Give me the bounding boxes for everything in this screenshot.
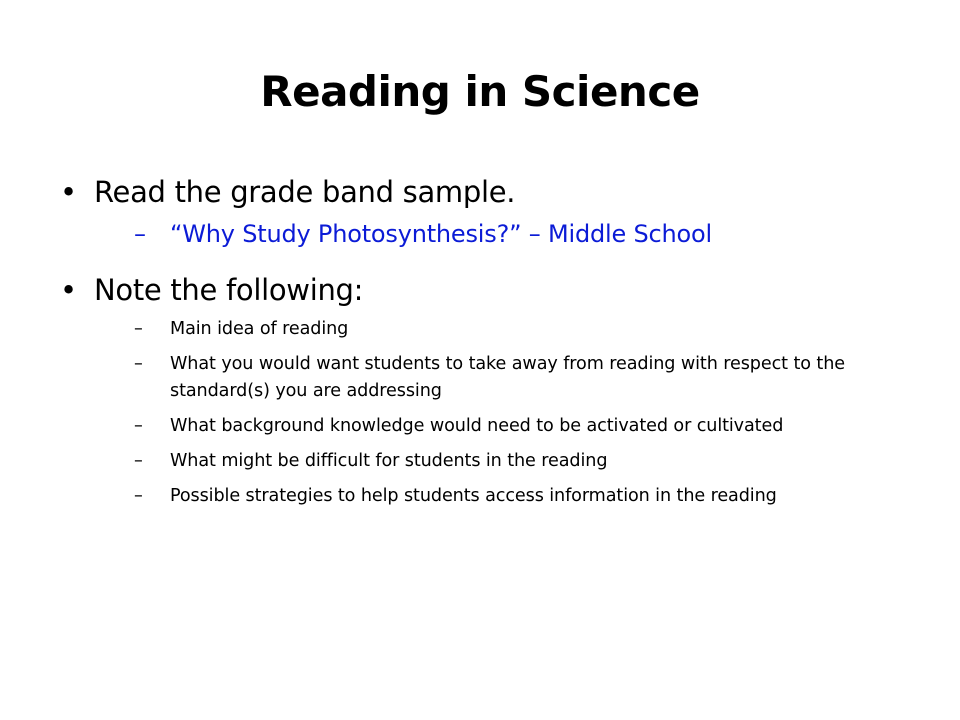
- sub-list: [134, 218, 920, 250]
- dash-icon: –: [134, 220, 146, 248]
- subitem-background-knowledge: [134, 413, 930, 440]
- subitem-text: What might be difficult for students in the reading: [170, 451, 608, 471]
- bullet-text: Note the following:: [94, 273, 364, 307]
- bullet-text: Read the grade band sample.: [94, 175, 516, 209]
- dash-icon: –: [134, 486, 143, 506]
- slide-title: Reading in Science: [260, 67, 700, 116]
- dash-icon: –: [134, 354, 143, 374]
- subitem-sample-title: [134, 218, 920, 250]
- subitem-takeaway: [134, 351, 930, 405]
- subitem-text: “Why Study Photosynthesis?” – Middle School: [170, 220, 712, 248]
- dash-icon: –: [134, 451, 143, 471]
- subitem-text: What you would want students to take away from reading with respect to the standard(s) you are addressing: [170, 354, 845, 401]
- subitem-text: Possible strategies to help students access information in the reading: [170, 486, 777, 506]
- subitem-main-idea: [134, 316, 930, 343]
- bullet-note-following: [60, 270, 920, 510]
- dash-icon: –: [134, 319, 143, 339]
- bullet-read-sample: [60, 172, 920, 250]
- bullet-dot-icon: •: [60, 175, 77, 209]
- sub-list: [134, 316, 920, 510]
- slide-content: [60, 172, 920, 510]
- subitem-text: What background knowledge would need to be activated or cultivated: [170, 416, 784, 436]
- dash-icon: –: [134, 416, 143, 436]
- subitem-difficulties: [134, 448, 930, 475]
- subitem-text: Main idea of reading: [170, 319, 349, 339]
- bullet-dot-icon: •: [60, 273, 77, 307]
- subitem-strategies: [134, 483, 930, 510]
